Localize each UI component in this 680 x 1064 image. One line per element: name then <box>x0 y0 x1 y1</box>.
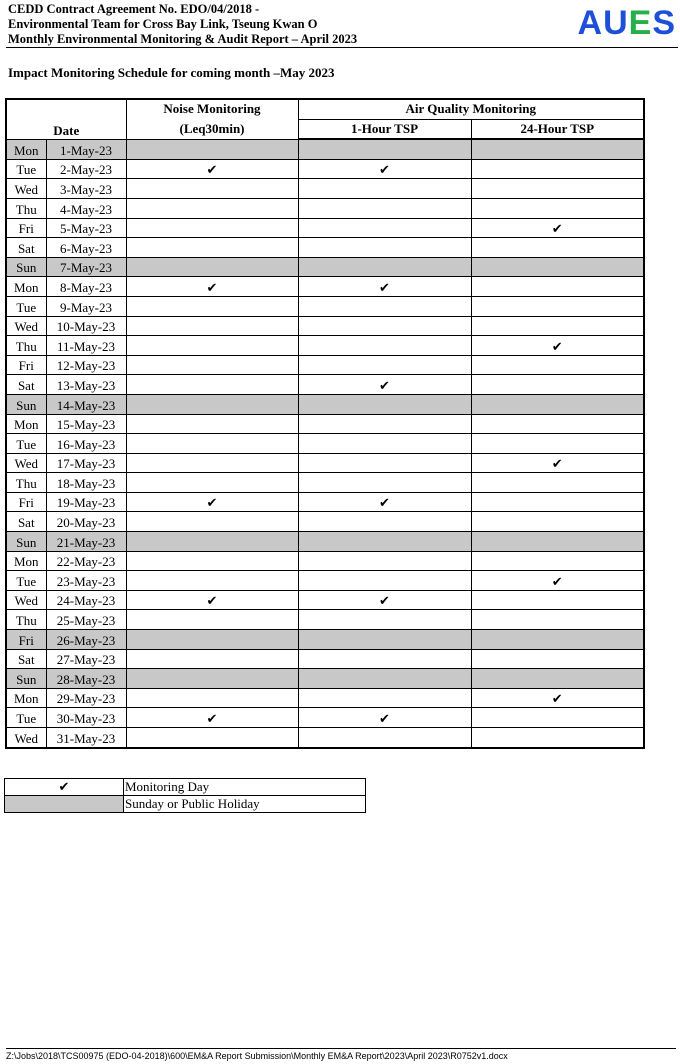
noise-cell <box>126 218 298 238</box>
table-row <box>6 728 644 748</box>
day-cell: Thu <box>6 198 46 218</box>
tsp-1hour-cell <box>298 159 471 179</box>
monitoring-schedule-table <box>5 98 645 749</box>
tsp-1hour-cell <box>298 375 471 395</box>
header-line-report: Monthly Environmental Monitoring & Audit Report – April 2023 <box>8 32 358 46</box>
date-cell: 25-May-23 <box>46 610 126 630</box>
date-cell: 22-May-23 <box>46 551 126 571</box>
noise-cell <box>126 296 298 316</box>
tsp-1hour-cell <box>298 277 471 297</box>
footer-divider <box>6 1048 676 1049</box>
date-cell: 9-May-23 <box>46 296 126 316</box>
date-cell: 28-May-23 <box>46 669 126 689</box>
date-cell: 19-May-23 <box>46 492 126 512</box>
check-icon: ✔ <box>58 780 70 795</box>
date-cell: 8-May-23 <box>46 277 126 297</box>
noise-cell <box>126 610 298 630</box>
table-row <box>6 257 644 277</box>
noise-cell <box>126 316 298 336</box>
schedule-body <box>6 139 644 747</box>
tsp-24hour-cell <box>471 590 644 610</box>
check-icon: ✔ <box>206 163 218 179</box>
date-cell: 6-May-23 <box>46 238 126 258</box>
table-row <box>6 512 644 532</box>
tsp-1hour-cell <box>298 355 471 375</box>
tsp-24hour-cell <box>471 728 644 748</box>
day-cell: Sat <box>6 238 46 258</box>
day-cell: Sat <box>6 649 46 669</box>
tsp-24hour-cell <box>471 649 644 669</box>
check-icon: ✔ <box>206 280 218 296</box>
date-cell: 12-May-23 <box>46 355 126 375</box>
tsp-1hour-cell <box>298 257 471 277</box>
check-icon: ✔ <box>206 496 218 512</box>
check-icon: ✔ <box>551 457 563 473</box>
check-icon: ✔ <box>379 594 390 610</box>
noise-cell <box>126 336 298 356</box>
table-row <box>6 179 644 199</box>
table-row <box>6 277 644 297</box>
tsp-24hour-cell <box>471 512 644 532</box>
date-cell: 30-May-23 <box>46 708 126 728</box>
tsp-24hour-cell <box>471 238 644 258</box>
tsp-1hour-cell <box>298 198 471 218</box>
table-row <box>6 218 644 238</box>
noise-cell <box>126 179 298 199</box>
noise-cell <box>126 571 298 591</box>
tsp-1hour-header: 1-Hour TSP <box>298 119 471 139</box>
tsp-1hour-cell <box>298 630 471 650</box>
logo-part-s: S <box>652 4 676 42</box>
tsp-24hour-cell <box>471 473 644 493</box>
tsp-1hour-cell <box>298 532 471 552</box>
date-cell: 31-May-23 <box>46 728 126 748</box>
tsp-1hour-cell <box>298 414 471 434</box>
tsp-24hour-cell <box>471 453 644 473</box>
date-cell: 7-May-23 <box>46 257 126 277</box>
tsp-1hour-cell <box>298 512 471 532</box>
noise-cell <box>126 512 298 532</box>
tsp-24hour-cell <box>471 571 644 591</box>
tsp-1hour-cell <box>298 453 471 473</box>
table-row <box>6 610 644 630</box>
day-cell: Mon <box>6 688 46 708</box>
tsp-1hour-cell <box>298 669 471 689</box>
noise-cell <box>126 551 298 571</box>
check-icon: ✔ <box>379 280 390 296</box>
tsp-24hour-cell <box>471 296 644 316</box>
day-cell: Thu <box>6 610 46 630</box>
tsp-24hour-cell <box>471 375 644 395</box>
date-cell: 23-May-23 <box>46 571 126 591</box>
check-icon: ✔ <box>206 712 218 727</box>
check-icon: ✔ <box>379 712 390 727</box>
day-cell: Thu <box>6 336 46 356</box>
check-icon: ✔ <box>379 163 390 179</box>
day-cell: Sat <box>6 375 46 395</box>
table-row <box>6 238 644 258</box>
check-icon: ✔ <box>379 496 390 512</box>
date-cell: 27-May-23 <box>46 649 126 669</box>
table-row <box>6 551 644 571</box>
tsp-1hour-cell <box>298 708 471 728</box>
day-cell: Fri <box>6 218 46 238</box>
tsp-24hour-cell <box>471 139 644 159</box>
tsp-1hour-cell <box>298 610 471 630</box>
noise-header-line1: Noise Monitoring <box>163 101 261 117</box>
noise-cell <box>126 669 298 689</box>
day-cell: Mon <box>6 277 46 297</box>
check-icon: ✔ <box>551 339 563 355</box>
date-cell: 29-May-23 <box>46 688 126 708</box>
table-row <box>6 473 644 493</box>
tsp-24hour-cell <box>471 551 644 571</box>
legend-row-holiday <box>5 796 366 813</box>
noise-cell <box>126 649 298 669</box>
day-cell: Wed <box>6 590 46 610</box>
table-row <box>6 688 644 708</box>
table-row <box>6 414 644 434</box>
noise-cell <box>126 728 298 748</box>
tsp-24hour-cell <box>471 198 644 218</box>
table-row <box>6 375 644 395</box>
tsp-1hour-cell <box>298 492 471 512</box>
day-cell: Wed <box>6 453 46 473</box>
footer-file-path: Z:\Jobs\2018\TCS00975 (EDO-04-2018)\600\EM&A Report Submission\Monthly EM&A Report\2023\April 2023\R0752v1.docx <box>6 1051 508 1061</box>
tsp-1hour-cell <box>298 434 471 454</box>
noise-cell <box>126 257 298 277</box>
table-row <box>6 630 644 650</box>
legend-table <box>4 778 366 813</box>
date-cell: 3-May-23 <box>46 179 126 199</box>
table-row <box>6 394 644 414</box>
noise-cell <box>126 708 298 728</box>
day-cell: Sun <box>6 532 46 552</box>
table-row <box>6 708 644 728</box>
day-cell: Wed <box>6 316 46 336</box>
tsp-1hour-cell <box>298 394 471 414</box>
date-cell: 20-May-23 <box>46 512 126 532</box>
noise-header-line2: (Leq30min) <box>179 121 245 137</box>
table-row <box>6 355 644 375</box>
date-cell: 26-May-23 <box>46 630 126 650</box>
tsp-1hour-cell <box>298 649 471 669</box>
tsp-1hour-cell <box>298 688 471 708</box>
aues-logo <box>578 4 676 42</box>
day-cell: Fri <box>6 630 46 650</box>
tsp-24hour-cell <box>471 708 644 728</box>
day-cell: Mon <box>6 551 46 571</box>
date-cell: 11-May-23 <box>46 336 126 356</box>
tsp-24hour-cell <box>471 277 644 297</box>
day-cell: Mon <box>6 414 46 434</box>
check-icon: ✔ <box>551 692 563 708</box>
check-icon: ✔ <box>206 594 218 610</box>
noise-cell <box>126 688 298 708</box>
day-cell: Fri <box>6 492 46 512</box>
legend-holiday-label: Sunday or Public Holiday <box>124 796 366 813</box>
day-cell: Sun <box>6 257 46 277</box>
table-row <box>6 296 644 316</box>
section-title: Impact Monitoring Schedule for coming month –May 2023 <box>8 65 335 80</box>
tsp-1hour-cell <box>298 316 471 336</box>
tsp-24hour-cell <box>471 159 644 179</box>
noise-cell <box>126 139 298 159</box>
tsp-24hour-cell <box>471 434 644 454</box>
tsp-1hour-cell <box>298 296 471 316</box>
noise-cell <box>126 394 298 414</box>
tsp-24hour-cell <box>471 688 644 708</box>
table-row <box>6 139 644 159</box>
tsp-24hour-cell <box>471 610 644 630</box>
table-row <box>6 316 644 336</box>
day-cell: Sun <box>6 669 46 689</box>
tsp-1hour-cell <box>298 728 471 748</box>
date-cell: 13-May-23 <box>46 375 126 395</box>
noise-cell <box>126 277 298 297</box>
table-row <box>6 453 644 473</box>
header-line-contract: CEDD Contract Agreement No. EDO/04/2018 - <box>8 2 260 16</box>
noise-cell <box>126 238 298 258</box>
noise-cell <box>126 532 298 552</box>
day-cell: Tue <box>6 708 46 728</box>
date-cell: 21-May-23 <box>46 532 126 552</box>
day-cell: Thu <box>6 473 46 493</box>
date-cell: 2-May-23 <box>46 159 126 179</box>
noise-cell <box>126 590 298 610</box>
tsp-24hour-cell <box>471 532 644 552</box>
day-cell: Wed <box>6 179 46 199</box>
noise-cell <box>126 355 298 375</box>
tsp-24hour-cell <box>471 257 644 277</box>
table-row <box>6 649 644 669</box>
tsp-24hour-cell <box>471 355 644 375</box>
tsp-24hour-header: 24-Hour TSP <box>471 119 644 139</box>
noise-cell <box>126 414 298 434</box>
noise-cell <box>126 453 298 473</box>
date-cell: 5-May-23 <box>46 218 126 238</box>
legend-monitoring-label: Monitoring Day <box>124 779 366 796</box>
date-cell: 18-May-23 <box>46 473 126 493</box>
table-row <box>6 571 644 591</box>
check-icon: ✔ <box>551 574 563 590</box>
tsp-1hour-cell <box>298 336 471 356</box>
tsp-24hour-cell <box>471 414 644 434</box>
day-cell: Tue <box>6 296 46 316</box>
day-cell: Mon <box>6 139 46 159</box>
date-cell: 14-May-23 <box>46 394 126 414</box>
table-row <box>6 532 644 552</box>
noise-cell <box>126 492 298 512</box>
table-row <box>6 492 644 512</box>
tsp-1hour-cell <box>298 238 471 258</box>
tsp-24hour-cell <box>471 336 644 356</box>
day-cell: Tue <box>6 571 46 591</box>
logo-part-au: AU <box>577 4 629 42</box>
tsp-1hour-cell <box>298 139 471 159</box>
air-quality-header: Air Quality Monitoring <box>298 99 644 119</box>
day-cell: Tue <box>6 159 46 179</box>
tsp-1hour-cell <box>298 571 471 591</box>
tsp-1hour-cell <box>298 179 471 199</box>
date-cell: 24-May-23 <box>46 590 126 610</box>
table-row <box>6 434 644 454</box>
noise-cell <box>126 630 298 650</box>
noise-cell <box>126 473 298 493</box>
check-icon: ✔ <box>379 378 390 394</box>
date-cell: 10-May-23 <box>46 316 126 336</box>
table-row <box>6 159 644 179</box>
tsp-1hour-cell <box>298 590 471 610</box>
date-cell: 4-May-23 <box>46 198 126 218</box>
day-cell: Sun <box>6 394 46 414</box>
date-cell: 17-May-23 <box>46 453 126 473</box>
tsp-24hour-cell <box>471 669 644 689</box>
legend-check-icon <box>5 779 124 796</box>
tsp-24hour-cell <box>471 394 644 414</box>
legend-shade-swatch <box>5 796 124 813</box>
table-row <box>6 590 644 610</box>
logo-part-e: E <box>628 4 653 42</box>
noise-cell <box>126 198 298 218</box>
tsp-24hour-cell <box>471 218 644 238</box>
noise-monitoring-header <box>126 99 298 139</box>
tsp-1hour-cell <box>298 551 471 571</box>
tsp-24hour-cell <box>471 630 644 650</box>
tsp-24hour-cell <box>471 492 644 512</box>
day-cell: Tue <box>6 434 46 454</box>
day-cell: Sat <box>6 512 46 532</box>
date-cell: 1-May-23 <box>46 139 126 159</box>
table-row <box>6 669 644 689</box>
header-text-block <box>8 2 357 47</box>
table-row <box>6 336 644 356</box>
tsp-1hour-cell <box>298 218 471 238</box>
day-cell: Wed <box>6 728 46 748</box>
table-row <box>6 198 644 218</box>
date-cell: 16-May-23 <box>46 434 126 454</box>
tsp-1hour-cell <box>298 473 471 493</box>
noise-cell <box>126 434 298 454</box>
date-header <box>6 99 126 139</box>
date-cell: 15-May-23 <box>46 414 126 434</box>
date-header-label: Date <box>53 122 80 138</box>
day-cell: Fri <box>6 355 46 375</box>
header-line-team: Environmental Team for Cross Bay Link, Tseung Kwan O <box>8 17 318 31</box>
noise-cell <box>126 375 298 395</box>
tsp-24hour-cell <box>471 316 644 336</box>
legend-row-monitoring <box>5 779 366 796</box>
noise-cell <box>126 159 298 179</box>
report-header <box>6 2 678 48</box>
check-icon: ✔ <box>551 222 563 238</box>
tsp-24hour-cell <box>471 179 644 199</box>
